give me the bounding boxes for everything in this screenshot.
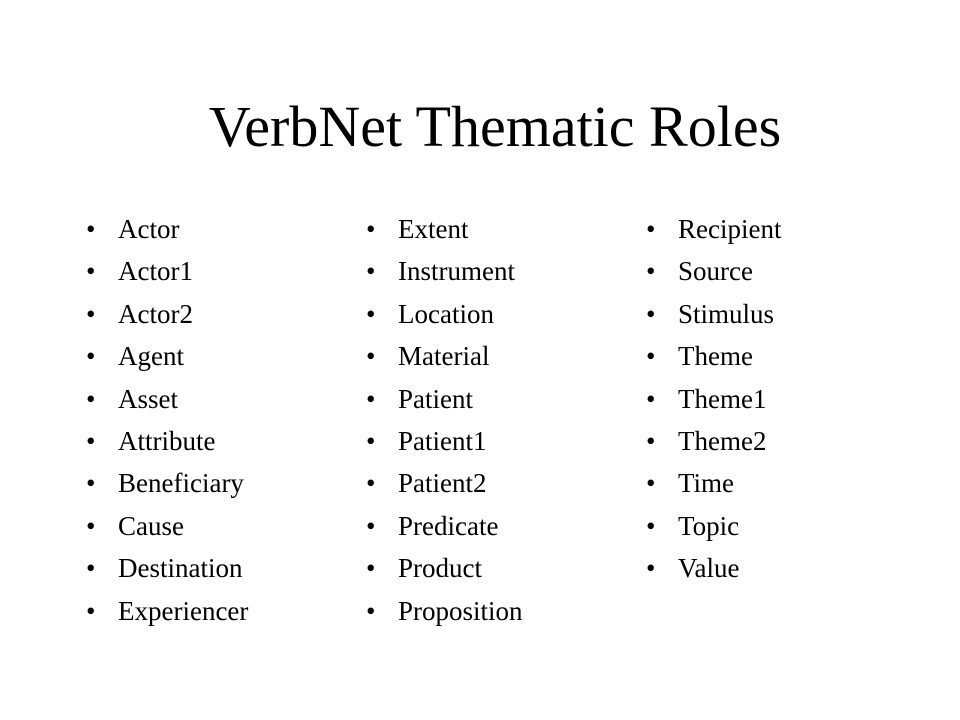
role-list-item xyxy=(366,590,523,632)
role-list-item xyxy=(646,547,781,589)
role-label: Experiencer xyxy=(118,595,249,626)
role-list-item xyxy=(646,378,781,420)
role-list-item xyxy=(366,293,523,335)
role-label: Instrument xyxy=(398,256,515,287)
role-label: Theme2 xyxy=(678,425,767,456)
role-label: Patient2 xyxy=(398,468,487,499)
role-label: Material xyxy=(398,341,490,372)
roles-column-1 xyxy=(86,208,248,632)
bullet-icon: • xyxy=(646,383,656,414)
role-label: Location xyxy=(398,298,494,329)
role-label: Beneficiary xyxy=(118,468,244,499)
bullet-icon: • xyxy=(646,214,656,244)
role-list-item xyxy=(86,505,248,547)
role-label: Predicate xyxy=(398,510,499,541)
role-list-item xyxy=(86,208,248,250)
bullet-icon: • xyxy=(86,298,96,329)
bullet-icon: • xyxy=(86,595,96,626)
role-label: Extent xyxy=(398,214,469,244)
role-list-item xyxy=(646,293,781,335)
bullet-icon: • xyxy=(646,256,656,287)
role-label: Patient1 xyxy=(398,425,487,456)
bullet-icon: • xyxy=(366,468,376,499)
bullet-icon: • xyxy=(366,595,376,626)
role-list-item xyxy=(366,505,523,547)
role-label: Actor2 xyxy=(118,298,193,329)
bullet-icon: • xyxy=(86,468,96,499)
roles-column-2 xyxy=(366,208,523,632)
role-label: Destination xyxy=(118,553,243,584)
role-list-item xyxy=(86,250,248,292)
roles-column-3 xyxy=(646,208,781,590)
bullet-icon: • xyxy=(86,425,96,456)
role-list-item xyxy=(646,505,781,547)
role-list-item xyxy=(86,547,248,589)
role-label: Cause xyxy=(118,510,184,541)
bullet-icon: • xyxy=(366,383,376,414)
role-label: Patient xyxy=(398,383,473,414)
role-label: Topic xyxy=(678,510,740,541)
bullet-icon: • xyxy=(366,553,376,584)
role-label: Attribute xyxy=(118,425,216,456)
bullet-icon: • xyxy=(366,214,376,244)
bullet-icon: • xyxy=(86,256,96,287)
role-list-item xyxy=(86,420,248,462)
role-list-item xyxy=(646,335,781,377)
role-list-item xyxy=(366,462,523,504)
bullet-icon: • xyxy=(86,383,96,414)
bullet-icon: • xyxy=(646,425,656,456)
bullet-icon: • xyxy=(646,468,656,499)
role-list-item xyxy=(366,250,523,292)
role-label: Proposition xyxy=(398,595,523,626)
role-list-item xyxy=(86,462,248,504)
bullet-icon: • xyxy=(646,298,656,329)
role-label: Stimulus xyxy=(678,298,775,329)
role-label: Actor xyxy=(118,214,180,244)
bullet-icon: • xyxy=(366,425,376,456)
role-list-item xyxy=(646,250,781,292)
role-label: Theme xyxy=(678,341,753,372)
bullet-icon: • xyxy=(86,214,96,244)
role-label: Asset xyxy=(118,383,178,414)
role-label: Agent xyxy=(118,341,184,372)
role-label: Actor1 xyxy=(118,256,193,287)
bullet-icon: • xyxy=(366,341,376,372)
bullet-icon: • xyxy=(646,510,656,541)
role-label: Value xyxy=(678,553,740,584)
bullet-icon: • xyxy=(86,341,96,372)
bullet-icon: • xyxy=(366,298,376,329)
bullet-icon: • xyxy=(86,510,96,541)
role-list-item xyxy=(86,293,248,335)
role-list-item xyxy=(646,208,781,250)
bullet-icon: • xyxy=(646,553,656,584)
bullet-icon: • xyxy=(86,553,96,584)
role-label: Product xyxy=(398,553,482,584)
bullet-icon: • xyxy=(366,510,376,541)
role-list-item xyxy=(366,420,523,462)
role-list-item xyxy=(86,590,248,632)
bullet-icon: • xyxy=(646,341,656,372)
role-list-item xyxy=(366,208,523,250)
role-label: Theme1 xyxy=(678,383,767,414)
role-list-item xyxy=(646,462,781,504)
slide-title: VerbNet Thematic Roles xyxy=(208,94,782,159)
role-list-item xyxy=(646,420,781,462)
role-list-item xyxy=(366,547,523,589)
role-label: Recipient xyxy=(678,214,782,244)
role-list-item xyxy=(366,335,523,377)
role-list-item xyxy=(86,378,248,420)
role-list-item xyxy=(366,378,523,420)
role-list-item xyxy=(86,335,248,377)
role-label: Source xyxy=(678,256,753,287)
bullet-icon: • xyxy=(366,256,376,287)
role-label: Time xyxy=(678,468,735,499)
